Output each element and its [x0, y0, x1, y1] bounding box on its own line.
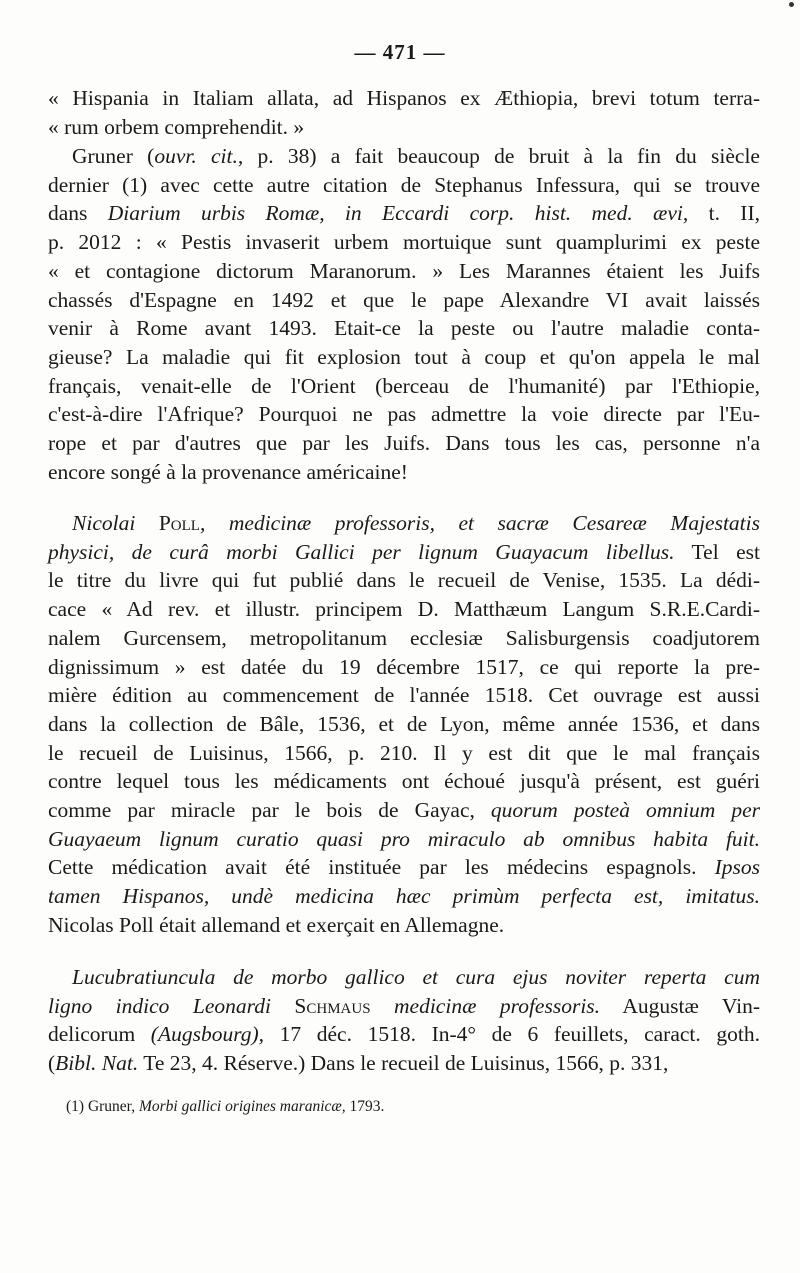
- text-run: venir à Rome avant 1493. Etait-ce la peste ou l'autre maladie conta-: [48, 316, 760, 341]
- text-line: [48, 257, 760, 286]
- text-line: [48, 142, 760, 171]
- text-run: delicorum: [48, 1022, 151, 1047]
- text-run: rope et par d'autres que par les Juifs. Dans tous les cas, personne n'a: [48, 431, 760, 456]
- small-caps-name: Poll: [158, 511, 200, 535]
- paragraph-quote: [48, 84, 760, 141]
- italic-run: physici, de curâ morbi Gallici per lignum Guayacum libellus.: [48, 539, 675, 564]
- text-run: gieuse? La maladie qui fit explosion tout à coup et qu'on appela le mal: [48, 344, 760, 369]
- text-line: [48, 992, 760, 1021]
- small-caps-name: Schmaus: [294, 993, 371, 1018]
- text-run: le titre du livre qui fut publié dans le recueil de Venise, 1535. La dédi-: [48, 568, 760, 593]
- text-line: [48, 199, 760, 228]
- text-run: encore songé à la provenance américaine!: [48, 459, 408, 484]
- text-run: Te 23, 4. Réserve.) Dans le recueil de Luisinus, 1566, p. 331,: [138, 1051, 669, 1076]
- italic-run: tamen Hispanos, undè medicina hæc primùm perfecta est, imitatus.: [48, 884, 760, 909]
- text-run: p. 2012 : « Pestis invaserit urbem mortuique sunt quamplurimi ex peste: [48, 230, 760, 255]
- text-line: [48, 653, 760, 682]
- text-run: dignissimum » est datée du 19 décembre 1517, ce qui reporte la pre-: [48, 654, 760, 679]
- italic-run: Bibl. Nat.: [55, 1051, 139, 1076]
- text-line: [48, 739, 760, 768]
- text-line: [48, 963, 760, 992]
- scan-mark: [789, 2, 794, 7]
- italic-run: ligno indico Leonardi: [48, 993, 271, 1018]
- text-line: [48, 911, 760, 940]
- text-run: t. II,: [688, 201, 760, 226]
- text-line: [48, 825, 760, 854]
- text-run: « et contagione dictorum Maranorum. » Les Marannes étaient les Juifs: [48, 258, 760, 283]
- italic-run: ouvr. cit.: [154, 144, 238, 168]
- italic-run: (Augsbourg),: [150, 1022, 265, 1047]
- text-run: dans la collection de Bâle, 1536, et de Lyon, même année 1536, et dans: [48, 711, 760, 736]
- footnote-year: 1793.: [345, 1098, 385, 1115]
- page-number: — 471 —: [354, 40, 446, 64]
- text-line: [48, 400, 760, 429]
- text-line: [48, 796, 760, 825]
- text-run: français, venait-elle de l'Orient (berceau de l'humanité) par l'Ethiopie,: [48, 373, 760, 398]
- italic-run: Diarium urbis Romæ, in Eccardi corp. hist. med. ævi,: [107, 201, 689, 226]
- text-line: [48, 681, 760, 710]
- text-line: [48, 171, 760, 200]
- italic-run: , medicinæ professoris, et sacræ Cesareæ Majestatis: [199, 511, 760, 535]
- italic-run: Lucubratiuncula de morbo gallico et cura ejus noviter reperta cum: [72, 965, 760, 989]
- text-run: contre lequel tous les médicaments ont échoué jusqu'à présent, est guéri: [48, 769, 760, 794]
- text-line: [48, 882, 760, 911]
- text-run: (: [48, 1051, 56, 1076]
- italic-run: Ipsos: [714, 855, 760, 880]
- text-run: nalem Gurcensem, metropolitanum ecclesiæ Salisburgensis coadjutorem: [48, 625, 760, 650]
- paragraph-schmaus: [48, 963, 760, 1078]
- text-run: dans: [48, 201, 108, 226]
- text-run: Tel est: [674, 539, 760, 564]
- text-line: [48, 1049, 760, 1078]
- text-run: chassés d'Espagne en 1492 et que le pape Alexandre VI avait laissés: [48, 287, 760, 312]
- text-line: [48, 710, 760, 739]
- text-run: cace « Ad rev. et illustr. principem D. Matthæum Langum S.R.E.Cardi-: [48, 597, 760, 622]
- italic-run: quorum posteà omnium per: [490, 798, 760, 823]
- text-line: [48, 538, 760, 567]
- footnote: [66, 1098, 756, 1116]
- text-line: [48, 372, 760, 401]
- text-line: [48, 343, 760, 372]
- text-line: [48, 853, 760, 882]
- text-run: comme par miracle par le bois de Gayac,: [48, 798, 491, 823]
- text-line: « Hispania in Italiam allata, ad Hispanos ex Æthiopia, brevi totum terra-: [48, 86, 760, 110]
- text-line: [48, 429, 760, 458]
- text-line: [48, 624, 760, 653]
- paragraph-poll: [48, 509, 760, 940]
- italic-run: medicinæ professoris.: [370, 993, 601, 1018]
- text-line: [48, 595, 760, 624]
- text-run: 17 déc. 1518. In-4° de 6 feuillets, caract. goth.: [264, 1022, 760, 1047]
- paragraph-gruner: [48, 142, 760, 486]
- text-line: « rum orbem comprehendit. »: [48, 114, 305, 139]
- text-run: c'est-à-dire l'Afrique? Pourquoi ne pas admettre la voie directe par l'Eu-: [48, 402, 760, 427]
- text-run: Augustæ Vin-: [600, 993, 760, 1018]
- footnote-title: Morbi gallici origines maranicæ,: [138, 1098, 346, 1115]
- text-line: [48, 314, 760, 343]
- text-line: [48, 286, 760, 315]
- text-run: le recueil de Luisinus, 1566, p. 210. Il y est dit que le mal français: [48, 740, 760, 765]
- text-line: [48, 566, 760, 595]
- text-run: dernier (1) avec cette autre citation de Stephanus Infessura, qui se trouve: [48, 172, 760, 197]
- text-run: , p. 38) a fait beaucoup de bruit à la fin du siècle: [237, 144, 760, 168]
- text-line: [48, 228, 760, 257]
- text-run: Cette médication avait été instituée par les médecins espagnols.: [48, 855, 715, 880]
- text-line: [48, 458, 760, 487]
- text-run: Gruner (: [72, 144, 155, 168]
- text-line: [48, 767, 760, 796]
- text-line: [48, 509, 760, 538]
- footnote-marker: (1) Gruner,: [66, 1098, 139, 1115]
- text-line: [48, 1020, 760, 1049]
- text-run: mière édition au commencement de l'année 1518. Cet ouvrage est aussi: [48, 683, 760, 708]
- italic-run: Guayaeum lignum curatio quasi pro miraculo ab omnibus habita fuit.: [48, 826, 760, 851]
- italic-run: Nicolai: [72, 511, 136, 535]
- text-run: Nicolas Poll était allemand et exerçait en Allemagne.: [48, 912, 505, 937]
